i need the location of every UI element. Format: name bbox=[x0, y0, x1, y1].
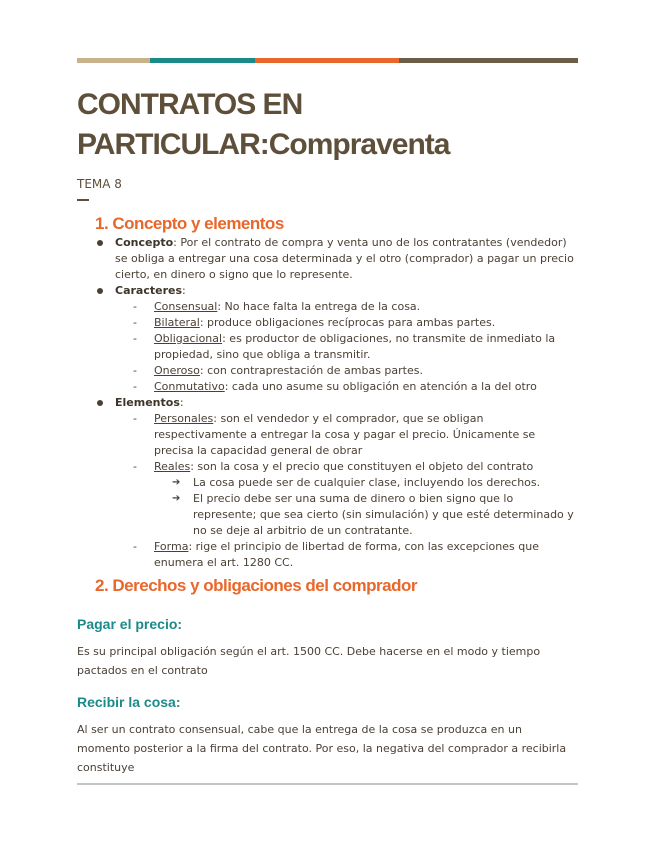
term-oneroso: Oneroso bbox=[154, 363, 200, 377]
recibir-text: Al ser un contrato consensual, cabe que la entrega de la cosa se produzca en un momento posterior a la firma del contrato. Por eso, la negativa del comprador a recibirla constituye bbox=[77, 722, 567, 774]
section-2-heading-wrap bbox=[77, 575, 578, 597]
pagar-text: Es su principal obligación según el art. 1500 CC. Debe hacerse en el modo y tiempo pactados en el contrato bbox=[77, 644, 541, 677]
section-1-list bbox=[77, 235, 578, 571]
color-bar-segment-1 bbox=[77, 58, 150, 63]
term-reales: Reales bbox=[154, 459, 191, 473]
text-reales-cosa: La cosa puede ser de cualquier clase, incluyendo los derechos. bbox=[193, 475, 541, 489]
term-obligacional: Obligacional bbox=[154, 331, 223, 345]
section-1-heading-wrap bbox=[77, 213, 578, 235]
list-item-reales bbox=[77, 459, 578, 475]
dash-bullet: - bbox=[133, 363, 137, 377]
list-item-reales-cosa bbox=[77, 475, 578, 491]
list-item-obligacional bbox=[77, 331, 578, 363]
term-personales: Personales bbox=[154, 411, 214, 425]
list-item-personales bbox=[77, 411, 578, 459]
bullet-icon bbox=[97, 240, 103, 246]
text-bilateral: : produce obligaciones recíprocas para ambas partes. bbox=[199, 315, 496, 329]
term-conmutativo: Conmutativo bbox=[154, 379, 225, 393]
list-item-consensual bbox=[77, 299, 578, 315]
term-bilateral: Bilateral bbox=[154, 315, 200, 329]
dash-bullet: - bbox=[133, 299, 137, 313]
section-2-heading: 2. Derechos y obligaciones del comprador bbox=[95, 575, 417, 595]
text-oneroso: : con contraprestación de ambas partes. bbox=[199, 363, 423, 377]
dash-bullet: - bbox=[133, 411, 137, 425]
bullet-icon bbox=[97, 400, 103, 406]
list-item-oneroso bbox=[77, 363, 578, 379]
term-consensual: Consensual bbox=[154, 299, 218, 313]
term-forma: Forma bbox=[154, 539, 189, 553]
list-item-reales-precio bbox=[77, 491, 578, 539]
elementos-colon: : bbox=[179, 395, 184, 409]
dash-bullet: - bbox=[133, 315, 137, 329]
color-bar-segment-4 bbox=[399, 58, 578, 63]
pagar-heading: Pagar el precio: bbox=[77, 615, 183, 632]
dash-bullet: - bbox=[133, 539, 137, 553]
text-obligacional: : es productor de obligaciones, no transmite de inmediato la propiedad, sino que obliga a transmitir. bbox=[154, 331, 556, 361]
concepto-label: Concepto bbox=[115, 235, 174, 249]
list-item-caracteres bbox=[77, 283, 578, 299]
text-conmutativo: : cada uno asume su obligación en atención a la del otro bbox=[224, 379, 537, 393]
concepto-text: : Por el contrato de compra y venta uno de los contratantes (vendedor) se obliga a entregar una cosa determinada y el otro (comprador) a pagar un precio cierto, en dinero o signo que lo represente. bbox=[115, 235, 574, 281]
text-reales-precio: El precio debe ser una suma de dinero o bien signo que lo represente; que sea cierto (sin simulación) y que esté determinado y no se deje al arbitrio de un contratante. bbox=[193, 491, 574, 537]
dash-bullet: - bbox=[133, 459, 137, 473]
color-bar-segment-2 bbox=[150, 58, 255, 63]
text-personales: : son el vendedor y el comprador, que se obligan respectivamente a entregar la cosa y pagar el precio. Únicamente se precisa la capacidad general de obrar bbox=[154, 411, 536, 457]
document-page bbox=[77, 58, 578, 785]
title-line-1: CONTRATOS EN bbox=[77, 88, 303, 121]
list-item-conmutativo bbox=[77, 379, 578, 395]
color-bar bbox=[77, 58, 578, 63]
list-item-bilateral bbox=[77, 315, 578, 331]
caracteres-label: Caracteres bbox=[115, 283, 183, 297]
section-1-heading: 1. Concepto y elementos bbox=[95, 213, 284, 233]
elementos-label: Elementos bbox=[115, 395, 180, 409]
color-bar-segment-3 bbox=[255, 58, 399, 63]
document-title bbox=[77, 85, 578, 165]
bullet-icon bbox=[97, 288, 103, 294]
text-forma: : rige el principio de libertad de forma, con las excepciones que enumera el art. 1280 CC. bbox=[154, 539, 539, 569]
list-item-elementos bbox=[77, 395, 578, 411]
title-line-2: PARTICULAR:Compraventa bbox=[77, 128, 450, 161]
list-item-forma bbox=[77, 539, 578, 571]
caracteres-colon: : bbox=[182, 283, 186, 297]
recibir-heading: Recibir la cosa: bbox=[77, 693, 181, 710]
text-consensual: : No hace falta la entrega de la cosa. bbox=[217, 299, 421, 313]
dash-bullet: - bbox=[133, 379, 137, 393]
text-reales: : son la cosa y el precio que constituyen el objeto del contrato bbox=[190, 459, 534, 473]
page-bottom-divider bbox=[77, 783, 578, 785]
dash-bullet: - bbox=[133, 331, 137, 345]
arrow-icon: ➔ bbox=[172, 476, 181, 488]
list-item-concepto bbox=[77, 235, 578, 283]
arrow-icon: ➔ bbox=[172, 492, 181, 504]
subtitle-divider bbox=[77, 199, 89, 201]
document-subtitle: TEMA 8 bbox=[77, 177, 122, 191]
